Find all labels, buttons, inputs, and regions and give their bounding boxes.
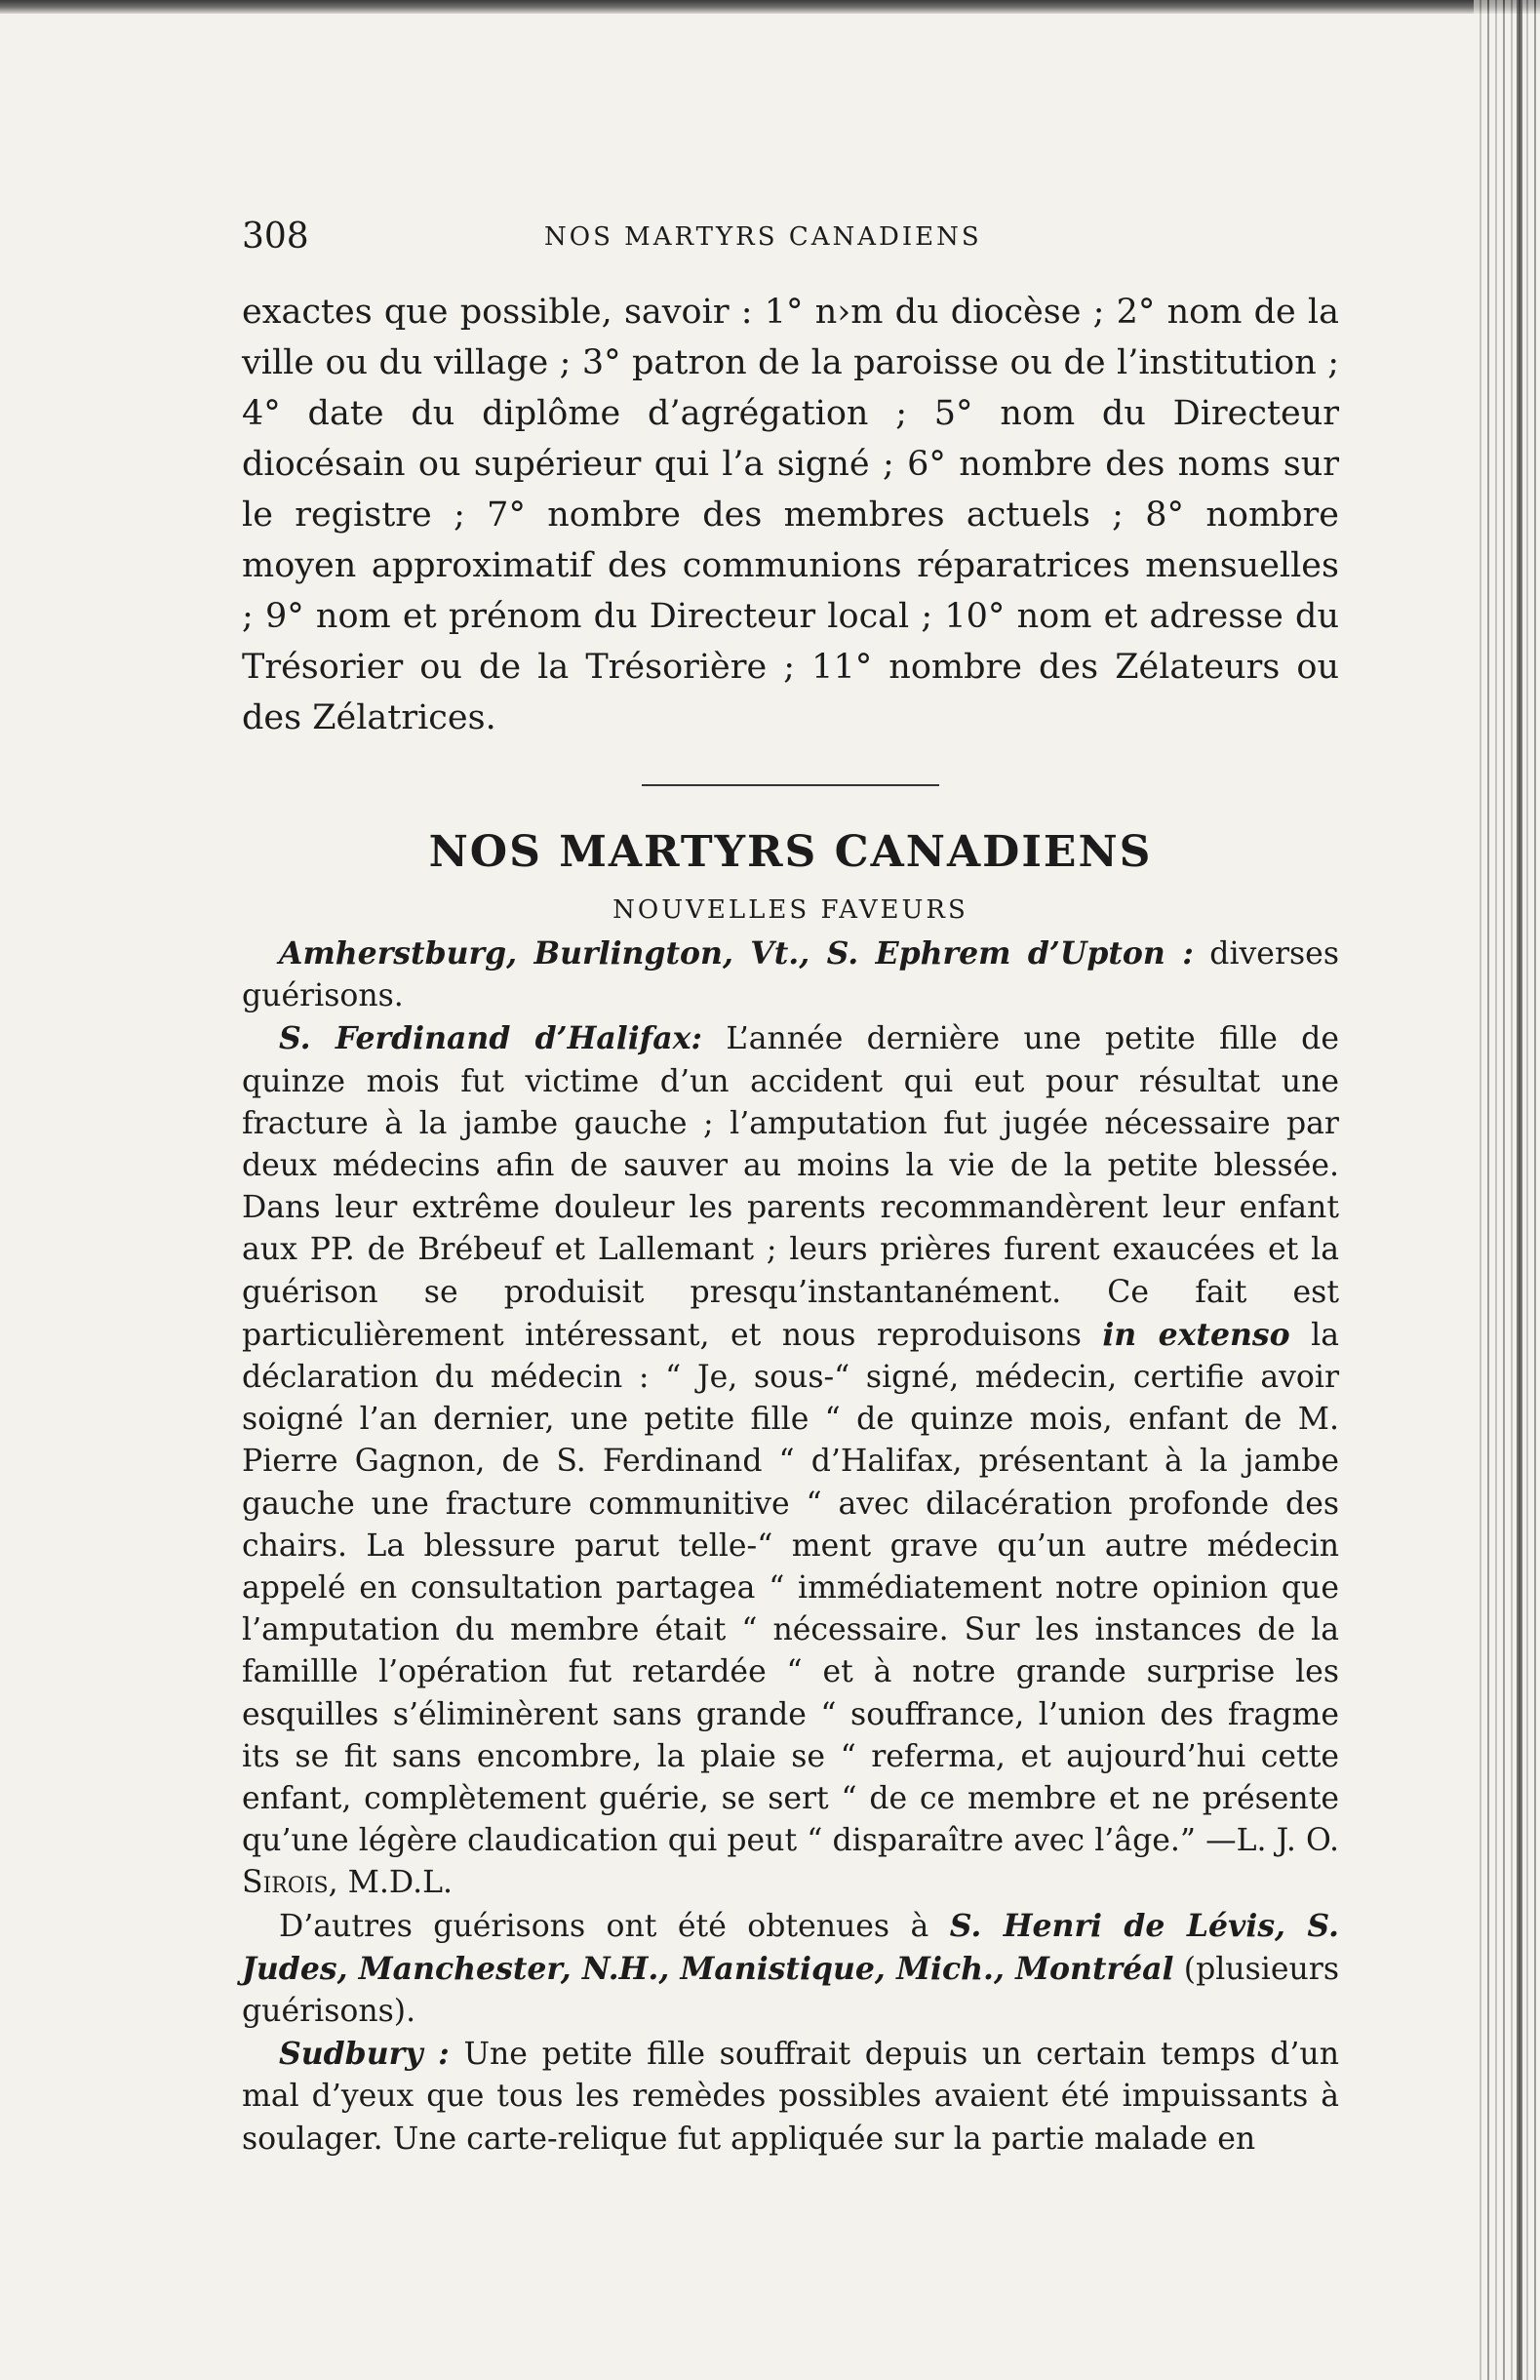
signature-title: , M.D.L.: [328, 1865, 454, 1901]
right-scan-shadow: [1517, 0, 1522, 2380]
entry-ferdinand: [242, 1017, 1339, 1904]
right-scan-edge: [1474, 0, 1540, 2380]
running-head: [242, 217, 1339, 259]
entry-text-cont: la déclaration du médecin : “ Je, sous-“ signé, médecin, certifie avoir soigné l’an dernier, une petite fille “ de quinze mois, enfant de M. Pierre Gagnon, de S. Ferdinand “ d’Halifax, présentant à la jambe gauche une fracture communitive “ avec dilacération profonde des chairs. La blessure parut telle-“ ment grave qu’un autre médecin appelé en consultation partagea “ immédiatement notre opinion que l’amputation du membre était “ nécessaire. Sur les instances de la famillle l’opération fut retardée “ et à notre grande surprise les esquilles s’éliminèrent sans grande “ souffrance, l’union des fragme its se fit sans encombre, la plaie se “ referma, et aujourd’hui cette enfant, complètement guérie, se sert “ de ce membre et ne présente qu’une légère claudication qui peut “ disparaître avec l’âge.” —L. J. O.: [242, 1317, 1339, 1859]
entry-text-cont: (plusieurs guérisons).: [242, 1951, 1339, 2030]
entry-sudbury: [242, 2033, 1339, 2161]
section-divider: [642, 784, 939, 786]
favours-list: [242, 932, 1339, 2161]
book-page: [242, 217, 1339, 2161]
entry-places: Amherstburg, Burlington, Vt., S. Ephrem d’Upton :: [279, 935, 1194, 972]
running-title: NOS MARTYRS CANADIENS: [544, 222, 982, 252]
signature-name: Sirois: [242, 1865, 329, 1901]
top-scan-edge: [0, 0, 1540, 14]
entry-emphasis: in extenso: [1102, 1316, 1290, 1353]
entry-text: L’année dernière une petite fille de quinze mois fut victime d’un accident qui eut pour résultat une fracture à la jambe gauche ; l’amputation fut jugée nécessaire par deux médecins afin de sauver au moins la vie de la petite blessée. Dans leur extrême douleur les parents recommandèrent leur enfant aux PP. de Brébeuf et Lallemant ; leurs prières furent exaucées et la guérison se produisit presqu’instantanément. Ce fait est particulièrement intéressant, et nous reproduisons: [242, 1021, 1339, 1353]
entry-text: D’autres guérisons ont été obtenues à: [279, 1908, 950, 1944]
entry-autres: [242, 1905, 1339, 2034]
entry-text: diverses guérisons.: [242, 936, 1339, 1014]
page-number: 308: [242, 217, 309, 257]
section-title: NOS MARTYRS CANADIENS: [428, 827, 1153, 877]
entry-text: Une petite fille souffrait depuis un certain temps d’un mal d’yeux que tous les remèdes possibles avaient été impuissants à soulager. Une carte-relique fut appliquée sur la partie malade en: [242, 2037, 1339, 2157]
intro-paragraph-block: [242, 287, 1339, 743]
entry-place: Sudbury :: [279, 2036, 450, 2073]
entry-amherstburg: [242, 932, 1339, 1017]
entry-place: S. Ferdinand d’Halifax:: [279, 1020, 703, 1057]
intro-paragraph: exactes que possible, savoir : 1° n›m du diocèse ; 2° nom de la ville ou du village ; 3° patron de la paroisse ou de l’institution ; 4° date du diplôme d’agrégation ; 5° nom du Directeur diocésain ou supérieur qui l’a signé ; 6° nombre des noms sur le registre ; 7° nombre des membres actuels ; 8° nombre moyen approximatif des communions réparatrices mensuelles ; 9° nom et prénom du Directeur local ; 10° nom et adresse du Trésorier ou de la Trésorière ; 11° nombre des Zélateurs ou des Zélatrices.: [242, 293, 1339, 737]
entry-places: S. Henri de Lévis, S. Judes, Manchester, N.H., Manistique, Mich., Montréal: [242, 1907, 1340, 1987]
section-subtitle: NOUVELLES FAVEURS: [612, 895, 968, 925]
